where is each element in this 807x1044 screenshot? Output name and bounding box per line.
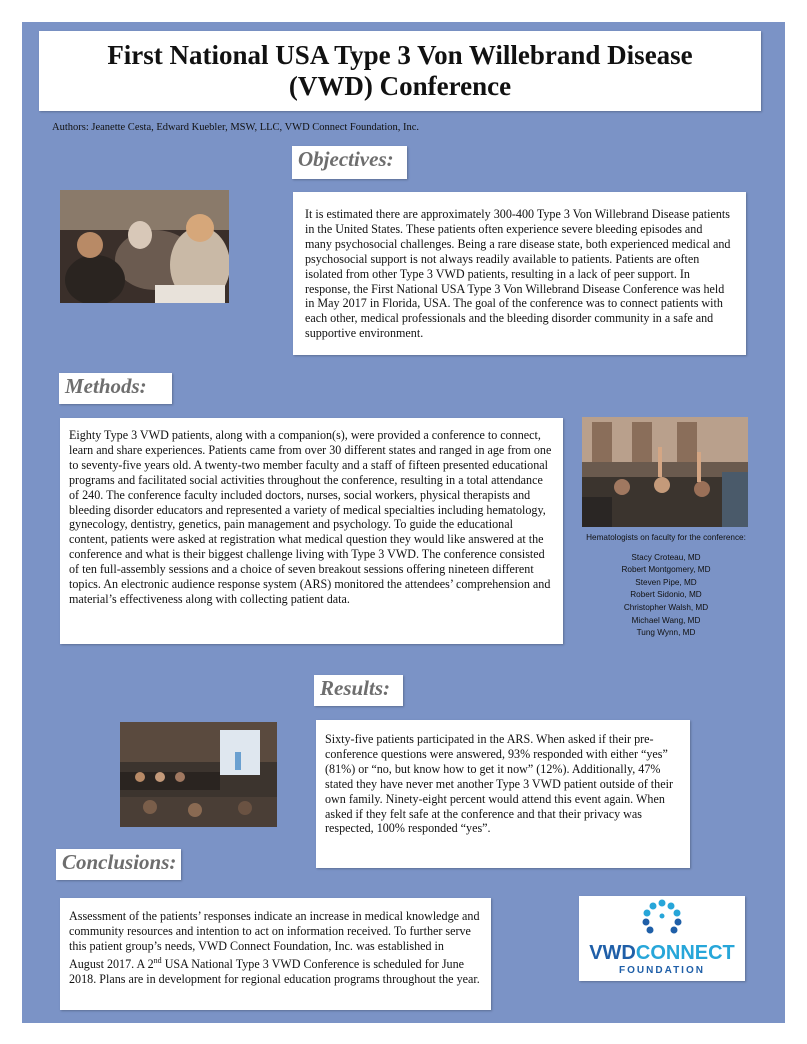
- logo-connect: CONNECT: [635, 942, 735, 964]
- objectives-text: It is estimated there are approximately 300-400 Type 3 Von Willebrand Disease patients in the United States. These patients often experience severe bleeding episodes and many psychosocial challenges. Being a rare disease state, both experienced medical and psychosocial support is not always readily available to patients. Patients are often isolated from other Type 3 VWD patients, resulting in a lack of peer support. In response, the First National USA Type 3 Von Willebrand Disease Conference was held in May 2017 in Florida, USA. The goal of the conference was to connect patients with each other, medical professionals and the bleeding disorder community in a safe and supportive environment.: [293, 192, 746, 355]
- hematologist-name: Robert Montgomery, MD: [621, 565, 711, 575]
- conference-attendees-photo: [60, 190, 229, 303]
- conclusions-text-part2: USA National Type 3 VWD Conference is scheduled for June 2018. Plans are in development for regional education programs throughout the year.: [69, 956, 480, 986]
- logo-foundation: FOUNDATION: [619, 965, 705, 976]
- poster-title: [39, 40, 761, 102]
- conclusions-heading: Conclusions:: [56, 849, 181, 880]
- poster-background: [22, 22, 785, 1023]
- title-line-1: First National USA Type 3 Von Willebrand Disease: [107, 40, 693, 70]
- logo-dots-icon: [638, 898, 686, 942]
- title-line-2: (VWD) Conference: [288, 71, 512, 101]
- hematologist-name: Christopher Walsh, MD: [623, 602, 709, 612]
- authors-line: Authors: Jeanette Cesta, Edward Kuebler, MSW, LLC, VWD Connect Foundation, Inc.: [52, 122, 420, 133]
- audience-raising-hands-photo: [582, 417, 748, 527]
- hematologist-name: Tung Wynn, MD: [636, 628, 696, 638]
- hematologist-name: Steven Pipe, MD: [635, 577, 697, 587]
- methods-heading: Methods:: [59, 373, 172, 404]
- hematologist-name: Stacy Croteau, MD: [631, 552, 701, 562]
- hematologist-name: Robert Sidonio, MD: [630, 590, 702, 600]
- conclusions-text: [60, 898, 491, 1010]
- objectives-heading: Objectives:: [292, 146, 407, 179]
- logo-wordmark: [579, 942, 745, 965]
- conclusions-text-part1: Assessment of the patients’ responses indicate an increase in medical knowledge and community resources and intention to act on information received. To further serve this patient group’s needs, VWD Connect Foundation, Inc. was established in August 2017. A 2: [69, 909, 480, 971]
- results-text: Sixty-five patients participated in the ARS. When asked if their pre-conference questions were answered, 93% responded with either “yes” (81%) or “no, but know how to get it now” (12%). Additionally, 47% stated they have never met another Type 3 VWD patient outside of their own family. Ninety-eight percent would attend this event again. When asked if they felt safe at the conference and that their privacy was respected, 100% responded “yes”.: [316, 720, 690, 868]
- conference-session-photo: [120, 722, 277, 827]
- title-box: [39, 31, 761, 111]
- results-heading: Results:: [314, 675, 403, 706]
- methods-text: Eighty Type 3 VWD patients, along with a companion(s), were provided a conference to connect, learn and share experiences. Patients came from over 30 different states and ranged in age from one to seventy-five years old. A twenty-two member faculty and a staff of fifteen presented educational programs and facilitated social activities throughout the conference, resulting in a total attendance of 240. The conference faculty included doctors, nurses, social workers, physical therapists and bleeding disorder educators and represented a variety of medical specialties including hematology, gynecology, dentistry, genetics, pain management and psychology. To guide the educational content, patients were asked at registration what medical question they would like answered at the conference and what is their biggest challenge living with Type 3 VWD. The conference consisted of ten full-assembly sessions and a choice of seven breakout sessions offering nineteen different topics. An electronic audience response system (ARS) monitored the attendees’ comprehension and material’s effectiveness along with collecting patient data.: [60, 418, 563, 644]
- logo-vwd: VWD: [589, 942, 636, 964]
- hematologist-name: Michael Wang, MD: [631, 615, 701, 625]
- hematologists-list: [568, 532, 764, 640]
- vwd-connect-logo: [579, 896, 745, 981]
- conclusions-superscript: nd: [153, 955, 162, 965]
- hematologists-title: Hematologists on faculty for the conference:: [586, 533, 746, 542]
